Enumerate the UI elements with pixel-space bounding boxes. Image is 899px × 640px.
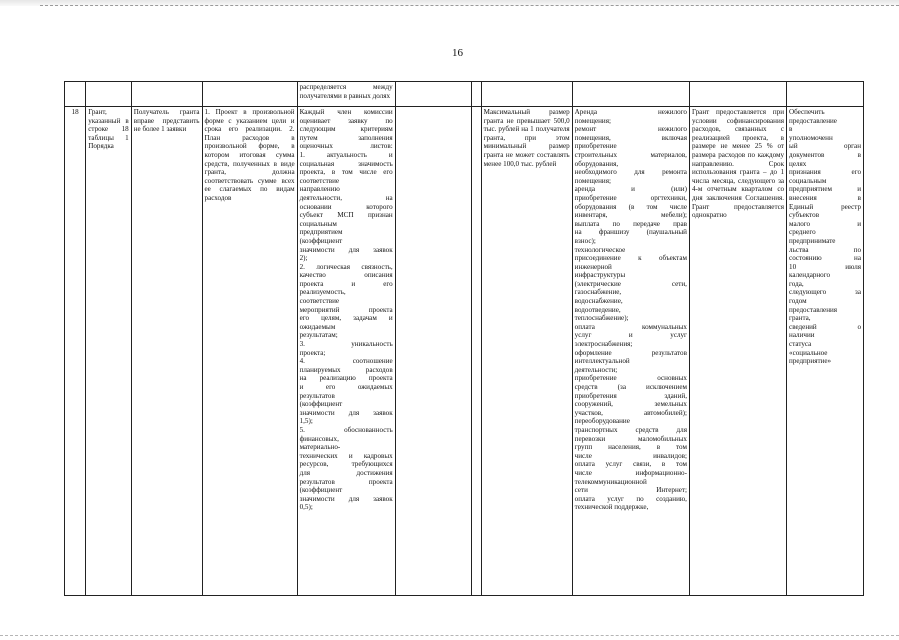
cell-criteria [297, 107, 395, 596]
cell-blank-a-cont [395, 82, 471, 107]
text-line: Аренда нежилого [574, 108, 687, 116]
text-line: услуг и услуг [574, 331, 687, 340]
text-line: статуса [789, 340, 812, 349]
cell-obligations-cont [787, 82, 864, 107]
text-line: инженерной [574, 262, 612, 271]
text-line: его целям, задачам и [299, 314, 393, 323]
text-line: Обеспечить [789, 108, 825, 116]
text-line: уполномоченн [789, 133, 833, 142]
text-line: 3. уникальность [299, 340, 393, 349]
cell-max-amount: Максимальный размер гранта не превышает 500,0 тыс. рублей на 1 получателя гранта, при этом минимальный размер гранта не может составлять менее 100,0 тыс. рублей [481, 107, 572, 596]
cell-type-cont [86, 82, 132, 107]
text-line: аренда и (или) [574, 185, 687, 194]
text-line: в [789, 125, 793, 134]
text-line: документов в [789, 150, 861, 159]
text-line: социальная значимость [299, 159, 393, 168]
text-line: 2); [299, 254, 308, 263]
text-line: присоединение к объектам [574, 254, 687, 263]
text-line: технической поддержке, [574, 503, 649, 512]
text-line: соответствие [299, 297, 340, 306]
text-line: приобретение [574, 142, 617, 151]
text-line: планируемых расходов [299, 365, 393, 374]
text-line: (коэффициент [299, 400, 343, 409]
text-line: внесения в [789, 193, 861, 202]
text-line: оборудования (в том числе [574, 202, 687, 211]
text-line: деятельности; [574, 365, 618, 374]
text-line: перевозки маломобильных [574, 434, 687, 443]
text-line: льства по [789, 245, 861, 254]
text-line: проекта; [299, 348, 326, 357]
text-line: основании которого [299, 202, 393, 211]
text-line: на франшизу (паушальный [574, 228, 687, 237]
text-line: участков, автомобилей); [574, 408, 687, 417]
text-line: и его ожидаемых [299, 383, 393, 391]
scan-edge-top [0, 0, 899, 6]
cell-conditions: Грант предоставляется при условии софинансирования расходов, связанных с реализацией проекта, в размере не менее 25 % от размера расходов по каждому направлению. Срок использования гранта – до 1 числа месяца, следующего за 4-м отчетным кварталом со дня заключения Соглашения. Грант предоставляется однократно [689, 107, 786, 596]
text-line: ожидаемым [299, 322, 336, 331]
text-line: ый орган [789, 142, 861, 151]
text-line: проекта, в том числе его [299, 168, 393, 177]
cell-num-cont [65, 82, 86, 107]
text-line: взнос); [574, 236, 596, 245]
text-line: сведений о [789, 322, 861, 331]
cell-documents-cont [202, 82, 297, 107]
text-line: строительных материалов, [574, 150, 687, 159]
text-line: проекта и его [299, 279, 393, 288]
text-line: Каждый член комиссии [299, 108, 393, 116]
text-line: водоотведение, [574, 305, 621, 314]
text-line: гранта, [789, 314, 811, 323]
text-line: 5. обоснованность [299, 425, 393, 434]
text-line: малого и [789, 219, 861, 228]
text-line: значимости для заявок [299, 494, 393, 503]
text-line: переоборудование [574, 417, 630, 426]
text-line: оплата услуг связи, в том [574, 460, 687, 469]
cell-blank-a [395, 107, 471, 596]
text-line: соответствие [299, 176, 340, 185]
text-line: ресурсов, требующихся [299, 460, 393, 469]
text-line: (электрические сети, [574, 279, 687, 288]
cell-expenses-cont [572, 82, 689, 107]
text-line: состоянию на [789, 254, 861, 263]
scan-edge-bottom [0, 635, 899, 636]
text-line: 10 июля [789, 262, 861, 271]
text-line: транспортных средств для [574, 425, 687, 434]
text-line: инфраструктуры [574, 271, 626, 280]
text-line: предоставление [789, 116, 837, 125]
page-number: 16 [452, 47, 463, 59]
text-line: направлению [299, 185, 340, 194]
text-line: социальным [299, 219, 337, 228]
text-line: значимости для заявок [299, 245, 393, 254]
text-line: интеллектуальной [574, 357, 630, 366]
text-line: результатов проекта [299, 477, 393, 486]
text-line: путем заполнения [299, 133, 393, 142]
text-line: числе инвалидов; [574, 451, 687, 460]
text-line: оплата услуг по созданию, [574, 494, 687, 503]
text-line: для достижения [299, 468, 393, 477]
text-line: выплата по передаче прав [574, 219, 687, 228]
cell-documents: 1. Проект в произвольной форме с указанием цели и срока его реализации. 2. План расходов в произвольной форме, в котором итоговая сумма средств, полученных в виде гранта, должна соответствовать сумме всех ее слагаемых по видам расходов [202, 107, 297, 596]
text-line: водоснабжение, [574, 297, 623, 306]
text-line: технических и кадровых [299, 451, 393, 460]
text-line: предпринимате [789, 236, 836, 245]
text-line: оплата коммунальных [574, 322, 687, 331]
text-line: субъект МСП признан [299, 211, 393, 220]
cell-blank-b [471, 107, 481, 596]
text-line: сооружений, земельных [574, 400, 687, 409]
text-line: приобретение оргтехники, [574, 193, 687, 202]
text-line: предприятие» [789, 357, 832, 366]
text-line: помещения; [574, 176, 611, 185]
cell-criteria-cont: распределяется между получателями в равных долях [297, 82, 395, 107]
text-line: приобретение основных [574, 374, 687, 383]
text-line: сети Интернет; [574, 486, 687, 495]
text-line: «социальное [789, 348, 828, 357]
text-line: следующим критериям [299, 125, 393, 134]
text-line: технологическое [574, 245, 626, 254]
text-line: результатам; [299, 331, 338, 340]
text-line: приобретения зданий, [574, 391, 687, 400]
grants-table [64, 81, 864, 596]
text-line: помещения, включая [574, 133, 687, 142]
text-line: субъектов [789, 211, 820, 220]
text-line: инвентаря, мебели); [574, 211, 687, 220]
text-line: целях [789, 159, 807, 168]
text-line: социальным [789, 176, 827, 185]
text-line: 1. актуальность и [299, 150, 393, 159]
text-line: наличии [789, 331, 815, 340]
text-line: Единый реестр [789, 202, 861, 211]
table-row-18 [65, 107, 864, 596]
text-line: числе информационно- [574, 468, 687, 477]
text-line: 4. соотношение [299, 357, 393, 366]
text-line: (коэффициент [299, 236, 343, 245]
text-line: финансовых, [299, 434, 339, 443]
text-line: оценочных листов: [299, 142, 393, 151]
text-line: оборудования, [574, 159, 619, 168]
text-line: ремонт нежилого [574, 125, 687, 134]
text-line: оформление результатов [574, 348, 687, 357]
text-line: значимости для заявок [299, 408, 393, 417]
text-line: годом [789, 297, 807, 306]
cell-expenses [572, 107, 689, 596]
cell-obligations [787, 107, 864, 596]
cell-conditions-cont [689, 82, 786, 107]
text-line: следующего за [789, 288, 861, 297]
text-line: результатов [299, 391, 335, 400]
text-line: среднего [789, 228, 816, 237]
text-line: помещения; [574, 116, 611, 125]
cell-row-number: 18 [65, 107, 86, 596]
text-line: деятельности, на [299, 193, 393, 202]
text-line: электроснабжения; [574, 340, 633, 349]
text-line: предприятием [299, 228, 343, 237]
text-line: признания его [789, 168, 861, 177]
text-line: теплоснабжение); [574, 314, 629, 323]
table-row-continuation [65, 82, 864, 107]
text-line: мероприятий проекта [299, 305, 393, 314]
text-line: групп населения, в том [574, 443, 687, 452]
text-line: 1,5); [299, 417, 313, 426]
text-line: оценивает заявку по [299, 116, 393, 125]
text-line: материально- [299, 443, 341, 452]
text-line: реализуемость, [299, 288, 346, 297]
text-line: 2. логическая связность, [299, 262, 393, 271]
text-line: газоснабжение, [574, 288, 622, 297]
cell-recipient-cont [131, 82, 202, 107]
text-line: календарного [789, 271, 831, 280]
text-line: телекоммуникационной [574, 477, 647, 486]
text-line: средств (за исключением [574, 383, 687, 391]
cell-recipient: Получатель гранта вправе представить не более 1 заявки [131, 107, 202, 596]
text-line: 0,5); [299, 503, 313, 512]
cell-amount-cont [481, 82, 572, 107]
cell-grant-type: Грант, указанный в строке 18 таблицы 1 Порядка [86, 107, 132, 596]
text-line: качество описания [299, 271, 393, 280]
cell-blank-b-cont [471, 82, 481, 107]
text-line: необходимого для ремонта [574, 168, 687, 177]
text-line: предприятием и [789, 185, 861, 194]
text-line: на реализацию проекта [299, 374, 393, 383]
text-line: предоставления [789, 305, 838, 314]
text-line: (коэффициент [299, 486, 343, 495]
text-line: года, [789, 279, 804, 288]
